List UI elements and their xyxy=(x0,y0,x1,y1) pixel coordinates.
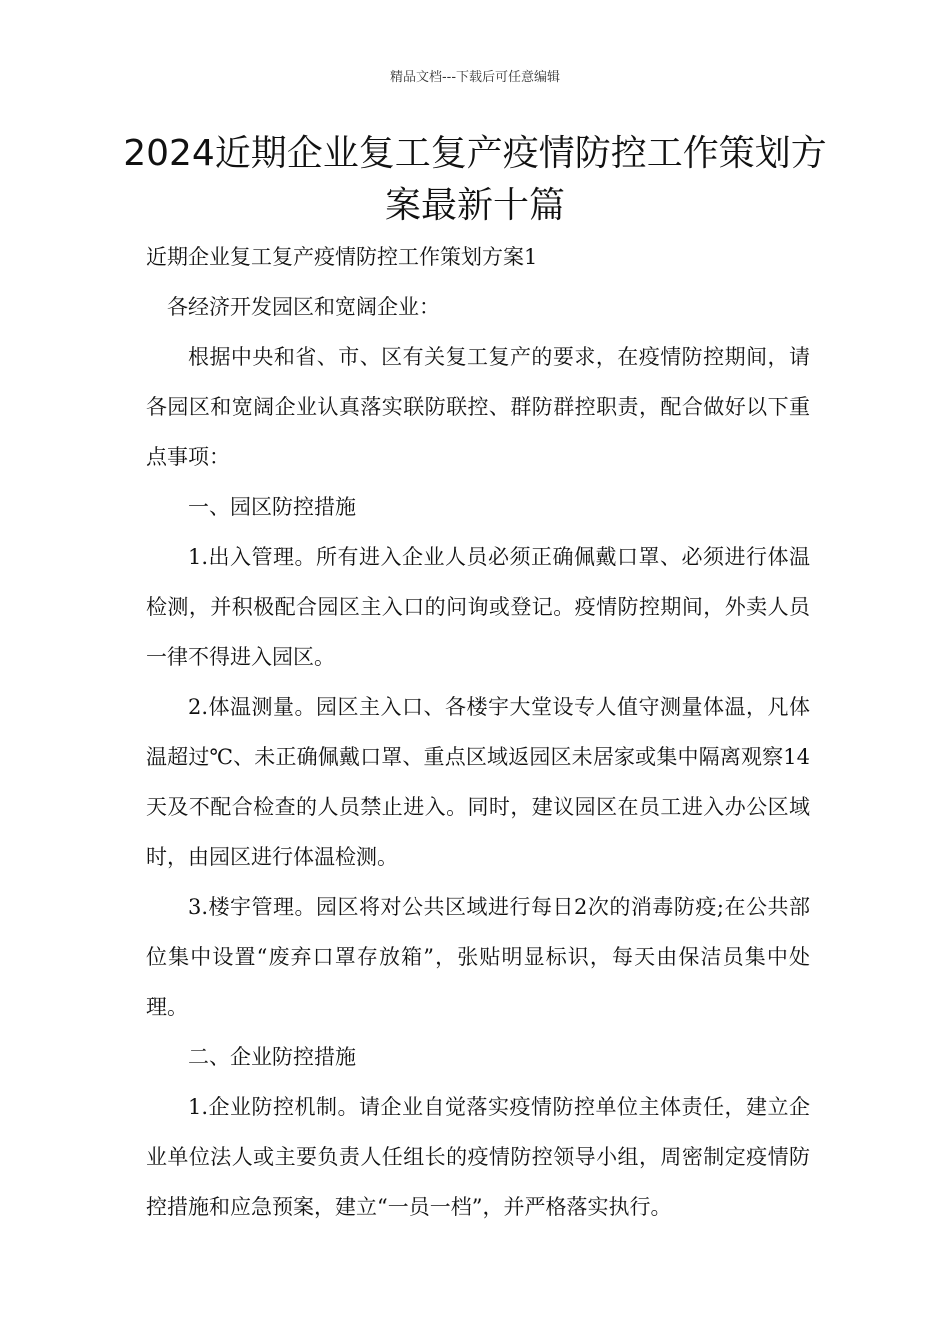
paragraph-building-management: 3.楼宇管理。园区将对公共区域进行每日2次的消毒防疫;在公共部位集中设置“废弃口罩存放箱”，张贴明显标识，每天由保洁员集中处理。 xyxy=(146,895,810,1019)
paragraph-intro: 根据中央和省、市、区有关复工复产的要求，在疫情防控期间，请各园区和宽阔企业认真落实联防联控、群防群控职责，配合做好以下重点事项： xyxy=(146,345,810,469)
paragraph-temperature: 2.体温测量。园区主入口、各楼宇大堂设专人值守测量体温，凡体温超过℃、未正确佩戴口罩、重点区域返园区未居家或集中隔离观察14天及不配合检查的人员禁止进入。同时，建议园区在员工进入办公区域时，由园区进行体温检测。 xyxy=(146,695,810,869)
document-title: 2024近期企业复工复产疫情防控工作策划方案最新十篇 xyxy=(123,133,827,226)
document-body xyxy=(146,232,810,1232)
header-note: 精品文档---下载后可任意编辑 xyxy=(389,70,561,85)
section-heading-park: 一、园区防控措施 xyxy=(188,495,356,519)
salutation: 各经济开发园区和宽阔企业： xyxy=(167,295,440,319)
paragraph-entry-management: 1.出入管理。所有进入企业人员必须正确佩戴口罩、必须进行体温检测，并积极配合园区主入口的问询或登记。疫情防控期间，外卖人员一律不得进入园区。 xyxy=(146,545,810,669)
document-subtitle: 近期企业复工复产疫情防控工作策划方案1 xyxy=(146,245,538,269)
section-heading-enterprise: 二、企业防控措施 xyxy=(188,1045,356,1069)
paragraph-enterprise-mechanism: 1.企业防控机制。请企业自觉落实疫情防控单位主体责任，建立企业单位法人或主要负责人任组长的疫情防控领导小组，周密制定疫情防控措施和应急预案，建立“一员一档”，并严格落实执行。 xyxy=(146,1095,810,1219)
